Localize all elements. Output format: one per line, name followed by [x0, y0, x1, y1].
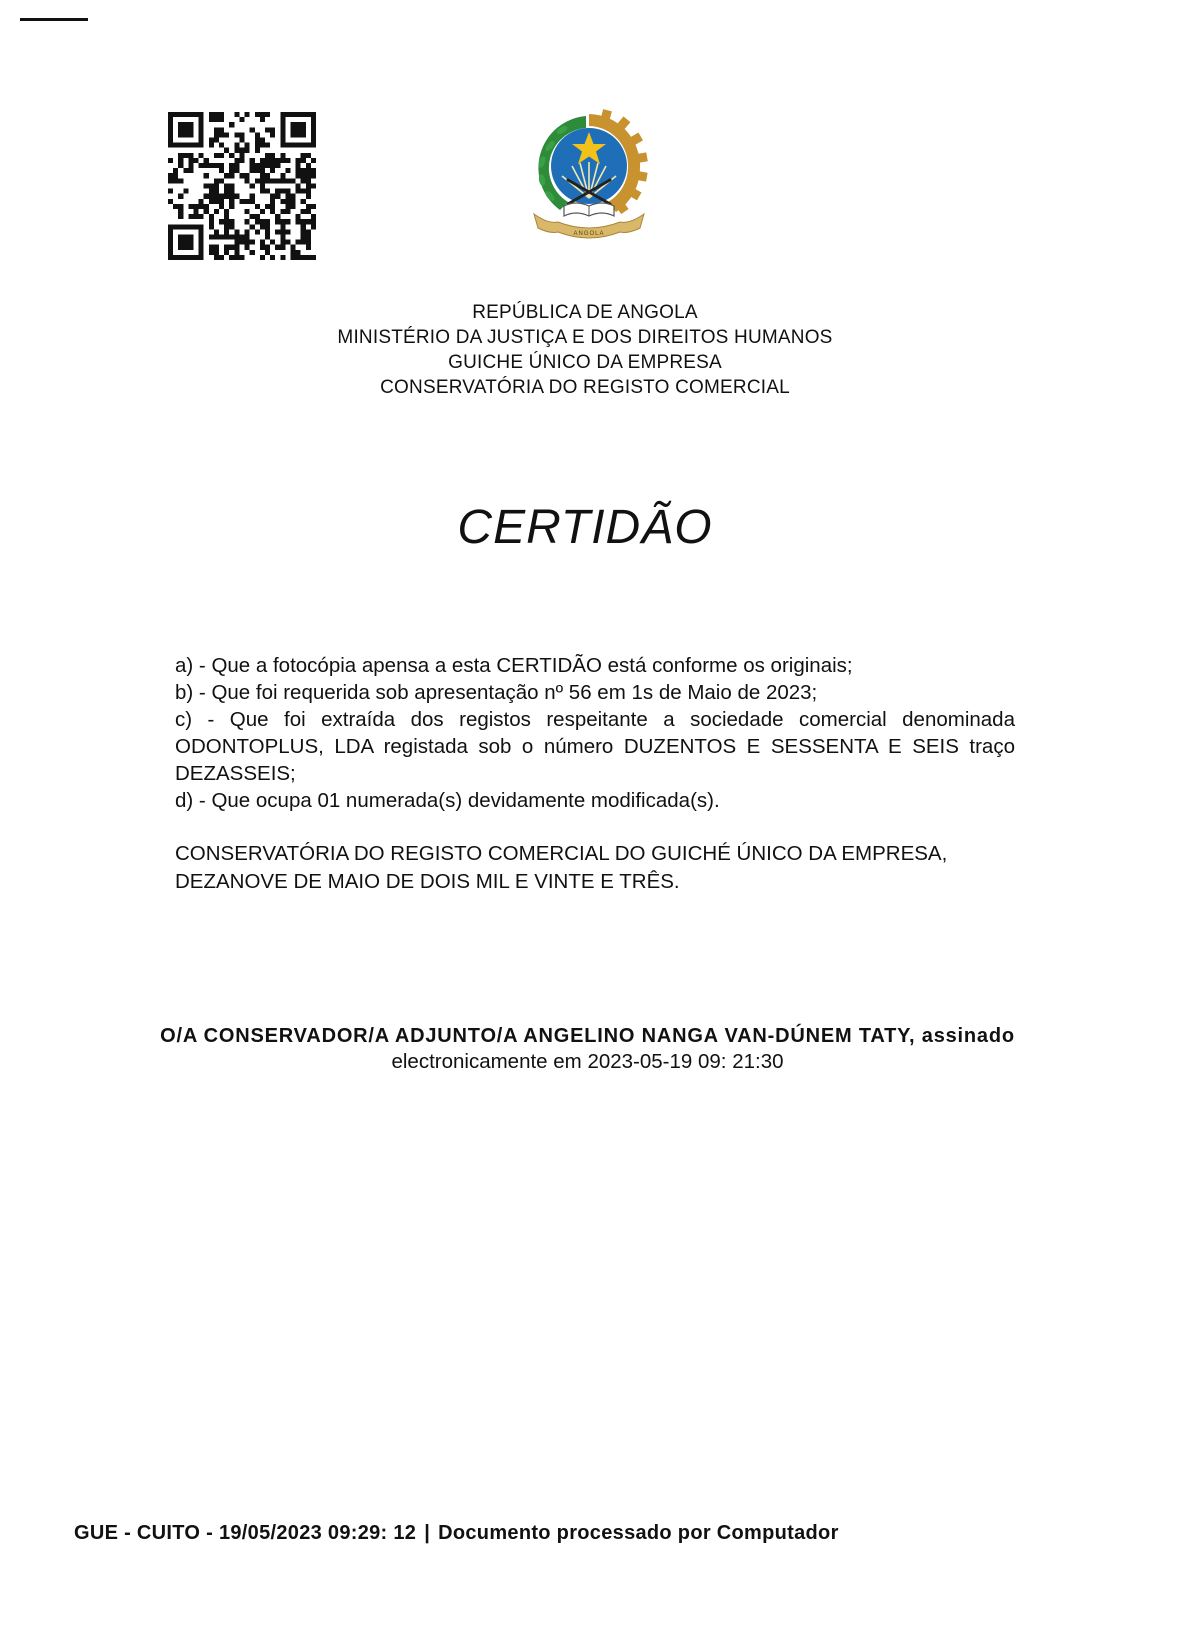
signature-block: [0, 1025, 1175, 1074]
document-title: CERTIDÃO: [457, 501, 713, 554]
clause-c: c) - Que foi extraída dos registos respeitante a sociedade comercial denominada ODONTOPLUS, LDA registada sob o número DUZENTOS E SESSENTA E SEIS traço DEZASSEIS;: [175, 708, 1015, 785]
angola-coat-of-arms-icon: [528, 106, 650, 248]
issuer-header: [0, 300, 1170, 400]
footer-processed-note: Documento processado por Computador: [438, 1522, 839, 1544]
top-rule: [20, 18, 88, 21]
clause-d: d) - Que ocupa 01 numerada(s) devidamente modificada(s).: [175, 789, 720, 812]
page-footer: [74, 1522, 839, 1545]
clause-a: a) - Que a fotocópia apensa a esta CERTIDÃO está conforme os originais;: [175, 654, 853, 677]
header-office: GUICHE ÚNICO DA EMPRESA: [448, 352, 722, 373]
certificate-body: [175, 652, 1015, 814]
closing-place-date: [175, 840, 1035, 896]
emblem-banner-text: ANGOLA: [573, 231, 605, 237]
ribbon-icon: [534, 214, 644, 238]
qr-code-icon: [168, 112, 316, 260]
closing-date: DEZANOVE DE MAIO DE DOIS MIL E VINTE E TRÊS.: [175, 870, 680, 893]
closing-place: CONSERVATÓRIA DO REGISTO COMERCIAL DO GUICHÉ ÚNICO DA EMPRESA,: [175, 842, 948, 865]
footer-location-timestamp: GUE - CUITO - 19/05/2023 09:29: 12: [74, 1522, 417, 1544]
header-ministry: MINISTÉRIO DA JUSTIÇA E DOS DIREITOS HUMANOS: [337, 327, 833, 348]
header-country: REPÚBLICA DE ANGOLA: [472, 302, 698, 323]
header-registry: CONSERVATÓRIA DO REGISTO COMERCIAL: [380, 377, 790, 398]
clause-b: b) - Que foi requerida sob apresentação nº 56 em 1s de Maio de 2023;: [175, 681, 818, 704]
book-icon: [564, 203, 614, 216]
signatory-name: O/A CONSERVADOR/A ADJUNTO/A ANGELINO NANGA VAN-DÚNEM TATY, assinado: [160, 1025, 1015, 1047]
signature-timestamp: electronicamente em 2023-05-19 09: 21:30: [391, 1050, 784, 1073]
footer-separator: |: [424, 1522, 431, 1544]
